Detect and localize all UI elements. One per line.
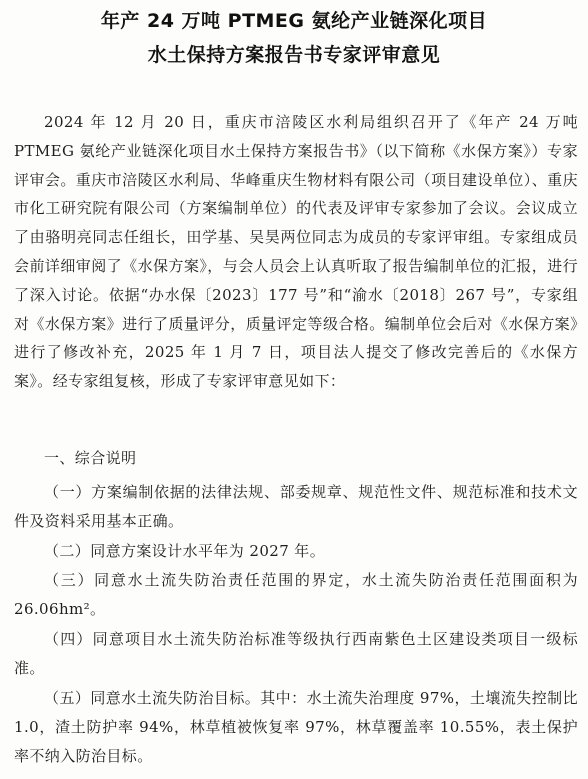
overview-item-2: （二）同意方案设计水平年为 2027 年。 [44,542,326,560]
document-title-line-1: 年产 24 万吨 PTMEG 氨纶产业链深化项目 [100,10,488,32]
section-heading-overview: 一、综合说明 [44,449,137,467]
overview-item-3: （三）同意水土流失防治责任范围的界定，水土流失防治责任范围面积为 26.06hm²。 [14,571,578,618]
overview-item-4: （四）同意项目水土流失防治标准等级执行西南紫色土区建设类项目一级标准。 [14,630,578,677]
document-title-line-2: 水土保持方案报告书专家评审意见 [147,44,441,66]
overview-item-5: （五）同意水土流失防治目标。其中：水土流失治理度 97%，土壤流失控制比 1.0，渣土防护率 94%，林草植被恢复率 97%，林草覆盖率 10.55%，表土保护率不纳入防治目标。 [14,689,578,765]
intro-paragraph: 2024 年 12 月 20 日，重庆市涪陵区水利局组织召开了《年产 24 万吨 PTMEG 氨纶产业链深化项目水土保持方案报告书》（以下简称《水保方案》）专家评审会。重庆市涪陵区水利局、华峰重庆生物材料有限公司（项目建设单位）、重庆市化工研究院有限公司（方案编制单位）的代表及评审专家参加了会议。会议成立了由骆明亮同志任组长，田学基、吴昊两位同志为成员的专家评审组。专家组成员会前详细审阅了《水保方案》，与会人员会上认真听取了报告编制单位的汇报，进行了深入讨论。依据“办水保〔2023〕177 号”和“渝水〔2018〕267 号”，专家组对《水保方案》进行了质量评分，质量评定等级合格。编制单位会后对《水保方案》进行了修改补充，2025 年 1 月 7 日，项目法人提交了修改完善后的《水保方案》。经专家组复核，形成了专家评审意见如下： [14,113,578,391]
overview-item-1: （一）方案编制依据的法律法规、部委规章、规范性文件、规范标准和技术文件及资料采用基本正确。 [14,483,578,530]
